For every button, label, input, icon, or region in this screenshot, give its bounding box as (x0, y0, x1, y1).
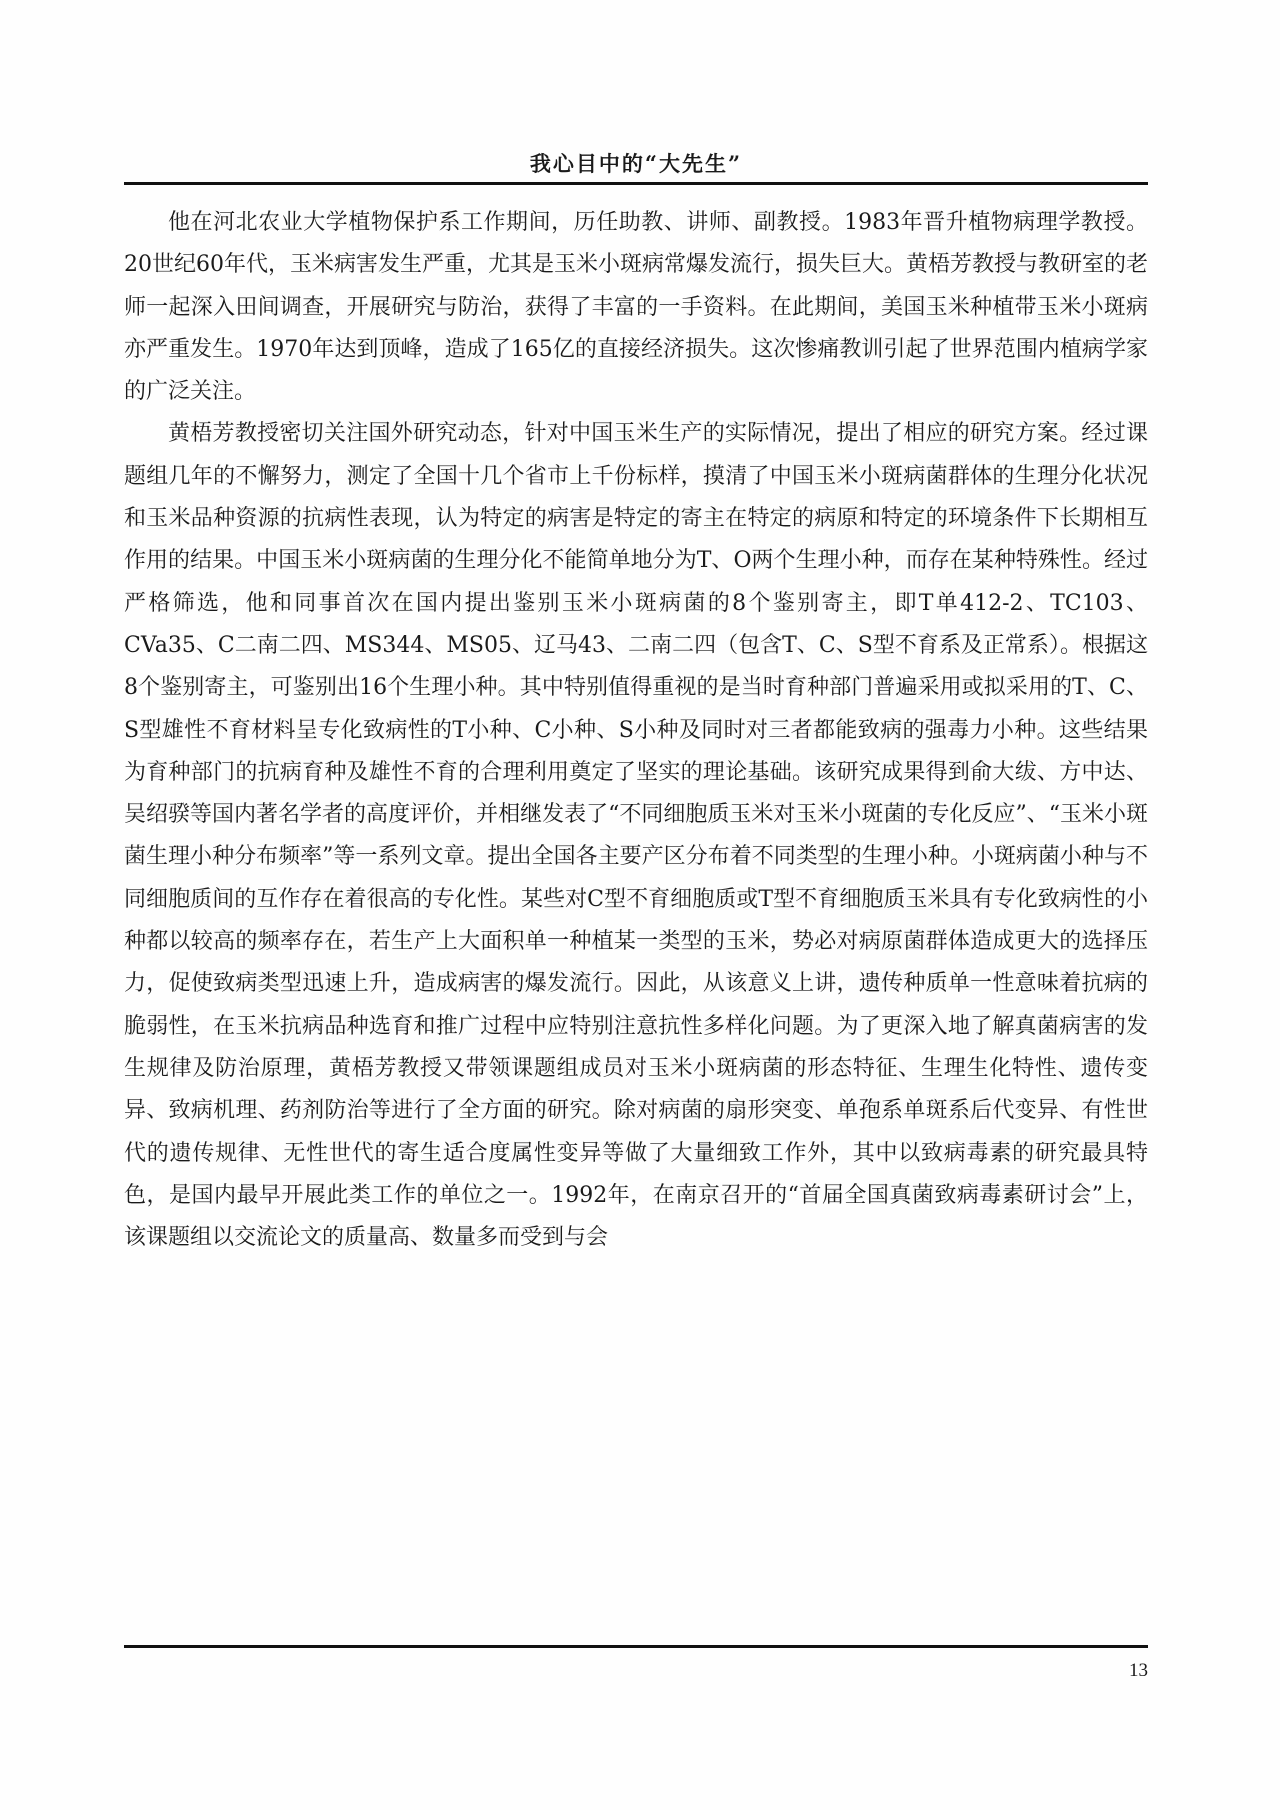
page-number: 13 (1129, 1660, 1148, 1681)
body-text (124, 202, 1148, 1259)
running-header: 我心目中的“大先生” (529, 151, 743, 176)
paragraph: 他在河北农业大学植物保护系工作期间，历任助教、讲师、副教授。1983年晋升植物病理学教授。20世纪60年代，玉米病害发生严重，尤其是玉米小斑病常爆发流行，损失巨大。黄梧芳教授与教研室的老师一起深入田间调查，开展研究与防治，获得了丰富的一手资料。在此期间，美国玉米种植带玉米小斑病亦严重发生。1970年达到顶峰，造成了165亿的直接经济损失。这次惨痛教训引起了世界范围内植病学家的广泛关注。 (124, 210, 1148, 405)
header-rule (124, 182, 1148, 185)
paragraph: 黄梧芳教授密切关注国外研究动态，针对中国玉米生产的实际情况，提出了相应的研究方案。经过课题组几年的不懈努力，测定了全国十几个省市上千份标样，摸清了中国玉米小斑病菌群体的生理分化状况和玉米品种资源的抗病性表现，认为特定的病害是特定的寄主在特定的病原和特定的环境条件下长期相互作用的结果。中国玉米小斑病菌的生理分化不能简单地分为T、O两个生理小种，而存在某种特殊性。经过严格筛选，他和同事首次在国内提出鉴别玉米小斑病菌的8个鉴别寄主，即T单412-2、TC103、CVa35、C二南二四、MS344、MS05、辽马43、二南二四（包含T、C、S型不育系及正常系）。根据这8个鉴别寄主，可鉴别出16个生理小种。其中特别值得重视的是当时育种部门普遍采用或拟采用的T、C、S型雄性不育材料呈专化致病性的T小种、C小种、S小种及同时对三者都能致病的强毒力小种。这些结果为育种部门的抗病育种及雄性不育的合理利用奠定了坚实的理论基础。该研究成果得到俞大绂、方中达、吴绍骙等国内著名学者的高度评价，并相继发表了“不同细胞质玉米对玉米小斑菌的专化反应”、“玉米小斑菌生理小种分布频率”等一系列文章。提出全国各主要产区分布着不同类型的生理小种。小斑病菌小种与不同细胞质间的互作存在着很高的专化性。某些对C型不育细胞质或T型不育细胞质玉米具有专化致病性的小种都以较高的频率存在，若生产上大面积单一种植某一类型的玉米，势必对病原菌群体造成更大的选择压力，促使致病类型迅速上升，造成病害的爆发流行。因此，从该意义上讲，遗传种质单一性意味着抗病的脆弱性，在玉米抗病品种选育和推广过程中应特别注意抗性多样化问题。为了更深入地了解真菌病害的发生规律及防治原理，黄梧芳教授又带领课题组成员对玉米小斑病菌的形态特征、生理生化特性、遗传变异、致病机理、药剂防治等进行了全方面的研究。除对病菌的扇形突变、单孢系单斑系后代变异、有性世代的遗传规律、无性世代的寄生适合度属性变异等做了大量细致工作外，其中以致病毒素的研究最具特色，是国内最早开展此类工作的单位之一。1992年，在南京召开的“首届全国真菌致病毒素研讨会”上，该课题组以交流论文的质量高、数量多而受到与会 (124, 421, 1148, 1251)
footer-rule (124, 1645, 1148, 1648)
